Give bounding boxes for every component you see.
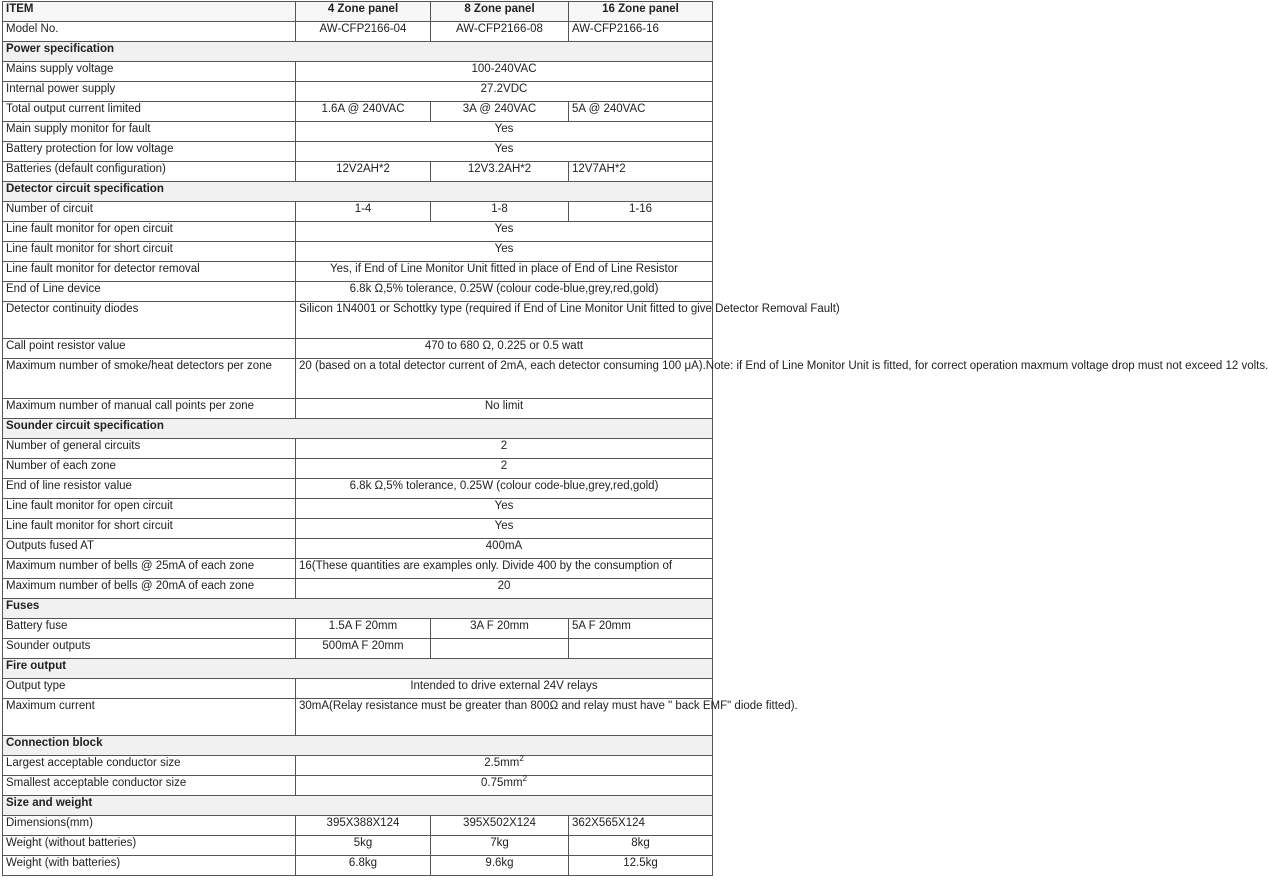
row-label: Detector continuity diodes	[3, 302, 296, 339]
row-value: 470 to 680 Ω, 0.225 or 0.5 watt	[296, 339, 713, 359]
table-row	[3, 82, 713, 102]
row-label: Maximum number of manual call points per zone	[3, 399, 296, 419]
row-label: Output type	[3, 679, 296, 699]
table-row	[3, 142, 713, 162]
empty-cell	[569, 639, 713, 659]
row-label: Line fault monitor for short circuit	[3, 519, 296, 539]
row-value: Yes	[296, 519, 713, 539]
row-label: Dimensions(mm)	[3, 816, 296, 836]
row-label: Model No.	[3, 22, 296, 42]
row-value: 5A @ 240VAC	[569, 102, 713, 122]
value-text: 2.5mm	[484, 757, 520, 769]
spec-table	[2, 1, 1268, 876]
row-value: 7kg	[431, 836, 569, 856]
table-row	[3, 339, 713, 359]
header-8-zone: 8 Zone panel	[431, 2, 569, 22]
row-value: No limit	[296, 399, 713, 419]
row-value: 395X502X124	[431, 816, 569, 836]
table-row	[3, 359, 713, 399]
row-label: Line fault monitor for open circuit	[3, 222, 296, 242]
table-row	[3, 222, 713, 242]
row-value: 2	[296, 439, 713, 459]
table-row	[3, 439, 713, 459]
section-header-row	[3, 796, 713, 816]
row-value: Silicon 1N4001 or Schottky type (required if End of Line Monitor Unit fitted to give Detector Removal Fault)	[296, 302, 713, 339]
section-title-fuses: Fuses	[3, 599, 713, 619]
row-value: 100-240VAC	[296, 62, 713, 82]
row-label: Weight (without batteries)	[3, 836, 296, 856]
row-value: 500mA F 20mm	[296, 639, 431, 659]
row-label: Mains supply voltage	[3, 62, 296, 82]
section-header-row	[3, 42, 713, 62]
row-value: AW-CFP2166-08	[431, 22, 569, 42]
table-row	[3, 579, 713, 599]
row-value: 1-8	[431, 202, 569, 222]
row-value: 3A @ 240VAC	[431, 102, 569, 122]
table-row	[3, 162, 713, 182]
row-label: End of line resistor value	[3, 479, 296, 499]
section-title-size: Size and weight	[3, 796, 713, 816]
table-row	[3, 242, 713, 262]
section-title-fire: Fire output	[3, 659, 713, 679]
row-value: 12V3.2AH*2	[431, 162, 569, 182]
row-value: AW-CFP2166-04	[296, 22, 431, 42]
row-value: 1.5A F 20mm	[296, 619, 431, 639]
table-row	[3, 559, 713, 579]
row-value: 5kg	[296, 836, 431, 856]
header-item: ITEM	[3, 2, 296, 22]
row-value: 16(These quantities are examples only. Divide 400 by the consumption of	[296, 559, 713, 579]
table-header-row	[3, 2, 713, 22]
section-title-connection: Connection block	[3, 736, 713, 756]
row-value: 20 (based on a total detector current of 2mA, each detector consuming 100 μA).Note: if End of Line Monitor Unit is fitted, for correct operation maxmum voltage drop must not exceed 12 volts.	[296, 359, 713, 399]
table-row	[3, 459, 713, 479]
row-label: Largest acceptable conductor size	[3, 756, 296, 776]
table-row	[3, 499, 713, 519]
row-value: 20	[296, 579, 713, 599]
row-value: Yes	[296, 499, 713, 519]
row-label: Main supply monitor for fault	[3, 122, 296, 142]
table-row	[3, 816, 713, 836]
row-value: 1-16	[569, 202, 713, 222]
row-value: 395X388X124	[296, 816, 431, 836]
table-row	[3, 122, 713, 142]
row-label: Outputs fused AT	[3, 539, 296, 559]
row-label: Battery protection for low voltage	[3, 142, 296, 162]
row-label: Number of each zone	[3, 459, 296, 479]
table-row	[3, 519, 713, 539]
empty-cell	[431, 639, 569, 659]
table-row	[3, 262, 713, 282]
row-value: 5A F 20mm	[569, 619, 713, 639]
table-row	[3, 22, 713, 42]
row-value: 400mA	[296, 539, 713, 559]
section-title-sounder: Sounder circuit specification	[3, 419, 713, 439]
row-value	[296, 756, 713, 776]
section-header-row	[3, 599, 713, 619]
table-row	[3, 836, 713, 856]
superscript: 2	[519, 754, 524, 764]
row-value: Yes	[296, 242, 713, 262]
row-label: Line fault monitor for open circuit	[3, 499, 296, 519]
row-label: Maximum number of bells @ 20mA of each zone	[3, 579, 296, 599]
row-value: 6.8k Ω,5% tolerance, 0.25W (colour code-blue,grey,red,gold)	[296, 479, 713, 499]
row-label: Line fault monitor for short circuit	[3, 242, 296, 262]
row-label: Maximum number of bells @ 25mA of each zone	[3, 559, 296, 579]
row-value: 12V7AH*2	[569, 162, 713, 182]
section-header-row	[3, 659, 713, 679]
row-value	[296, 776, 713, 796]
superscript: 2	[522, 774, 527, 784]
row-label: Battery fuse	[3, 619, 296, 639]
row-value: Yes, if End of Line Monitor Unit fitted in place of End of Line Resistor	[296, 262, 713, 282]
row-label: Smallest acceptable conductor size	[3, 776, 296, 796]
row-label: End of Line device	[3, 282, 296, 302]
table-row	[3, 399, 713, 419]
section-header-row	[3, 182, 713, 202]
row-value: Yes	[296, 222, 713, 242]
row-value: 2	[296, 459, 713, 479]
row-value: 6.8kg	[296, 856, 431, 876]
table-row	[3, 102, 713, 122]
header-4-zone: 4 Zone panel	[296, 2, 431, 22]
row-value: 9.6kg	[431, 856, 569, 876]
row-value: 27.2VDC	[296, 82, 713, 102]
table-row	[3, 539, 713, 559]
section-header-row	[3, 736, 713, 756]
row-value: 30mA(Relay resistance must be greater than 800Ω and relay must have " back EMF" diode fitted).	[296, 699, 713, 736]
table-row	[3, 756, 713, 776]
header-16-zone: 16 Zone panel	[569, 2, 713, 22]
table-row	[3, 639, 713, 659]
row-value: AW-CFP2166-16	[569, 22, 713, 42]
row-value: Yes	[296, 142, 713, 162]
section-title-detector: Detector circuit specification	[3, 182, 713, 202]
row-value: Yes	[296, 122, 713, 142]
value-text: 0.75mm	[481, 777, 523, 789]
row-label: Line fault monitor for detector removal	[3, 262, 296, 282]
row-label: Number of general circuits	[3, 439, 296, 459]
table-row	[3, 62, 713, 82]
table-row	[3, 699, 713, 736]
table-row	[3, 776, 713, 796]
row-label: Batteries (default configuration)	[3, 162, 296, 182]
row-value: 3A F 20mm	[431, 619, 569, 639]
row-label: Weight (with batteries)	[3, 856, 296, 876]
row-value: Intended to drive external 24V relays	[296, 679, 713, 699]
section-title-power: Power specification	[3, 42, 713, 62]
row-value: 12V2AH*2	[296, 162, 431, 182]
table-row	[3, 679, 713, 699]
row-value: 362X565X124	[569, 816, 713, 836]
row-label: Total output current limited	[3, 102, 296, 122]
row-label: Call point resistor value	[3, 339, 296, 359]
row-label: Number of circuit	[3, 202, 296, 222]
row-label: Maximum number of smoke/heat detectors per zone	[3, 359, 296, 399]
table-row	[3, 856, 713, 876]
table-row	[3, 282, 713, 302]
row-value: 1-4	[296, 202, 431, 222]
table-row	[3, 619, 713, 639]
row-label: Sounder outputs	[3, 639, 296, 659]
table-row	[3, 479, 713, 499]
table-row	[3, 202, 713, 222]
row-value: 12.5kg	[569, 856, 713, 876]
section-header-row	[3, 419, 713, 439]
table-row	[3, 302, 713, 339]
row-label: Maximum current	[3, 699, 296, 736]
row-value: 6.8k Ω,5% tolerance, 0.25W (colour code-blue,grey,red,gold)	[296, 282, 713, 302]
row-value: 1.6A @ 240VAC	[296, 102, 431, 122]
row-value: 8kg	[569, 836, 713, 856]
row-label: Internal power supply	[3, 82, 296, 102]
